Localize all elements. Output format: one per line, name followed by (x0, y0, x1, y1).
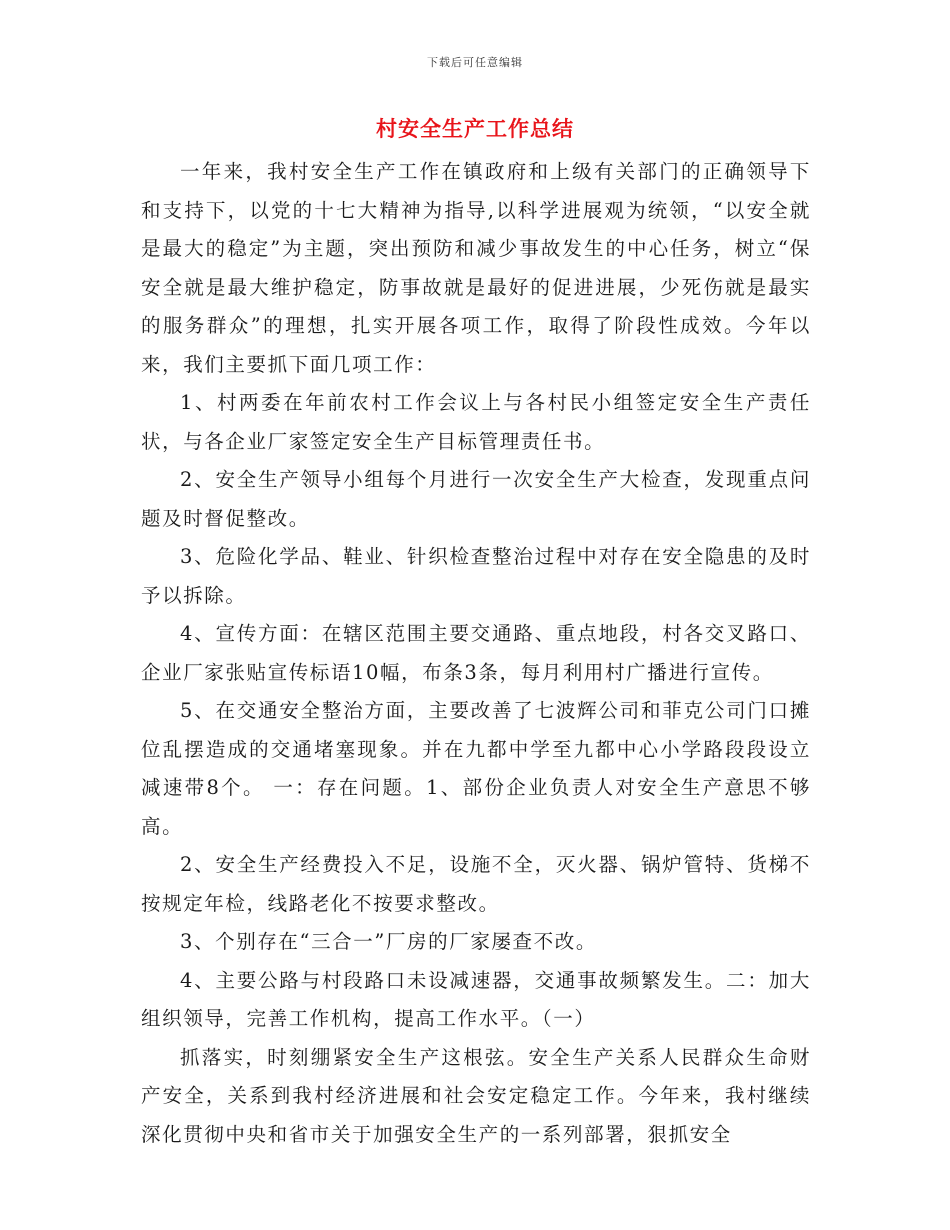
paragraph-intro: 一年来，我村安全生产工作在镇政府和上级有关部门的正确领导下和支持下，以党的十七大精神为指导,以科学进展观为统领，“以安全就是最大的稳定”为主题，突出预防和减少事故发生的中心任务，树立“保安全就是最大维护稳定，防事故就是最好的促进进展，少死伤就是最实的服务群众”的理想，扎实开展各项工作，取得了阶段性成效。今年以来，我们主要抓下面几项工作： (141, 160, 811, 376)
header-note: 下载后可任意编辑 (427, 56, 523, 69)
paragraph-item-3: 3、危险化学品、鞋业、针织检查整治过程中对存在安全隐患的及时予以拆除。 (141, 545, 811, 607)
document-title: 村安全生产工作总结 (376, 116, 574, 141)
paragraph-problem-2: 2、安全生产经费投入不足，设施不全，灭火器、锅炉管特、货梯不按规定年检，线路老化不按要求整改。 (141, 853, 811, 915)
paragraph-problem-4: 4、主要公路与村段路口未设减速器，交通事故频繁发生。二：加大组织领导，完善工作机构，提高工作水平。（一） (141, 968, 811, 1030)
paragraph-item-4: 4、宣传方面：在辖区范围主要交通路、重点地段，村各交叉路口、企业厂家张贴宣传标语10幅，布条3条，每月利用村广播进行宣传。 (141, 622, 811, 684)
paragraph-item-2: 2、安全生产领导小组每个月进行一次安全生产大检查，发现重点问题及时督促整改。 (141, 468, 811, 530)
document-body (141, 153, 811, 1154)
paragraph-measures: 抓落实，时刻绷紧安全生产这根弦。安全生产关系人民群众生命财产安全，关系到我村经济进展和社会安定稳定工作。今年来，我村继续深化贯彻中央和省市关于加强安全生产的一系列部署，狠抓安全 (141, 1045, 811, 1146)
paragraph-item-5: 5、在交通安全整治方面，主要改善了七波辉公司和菲克公司门口摊位乱摆造成的交通堵塞现象。并在九都中学至九都中心小学路段段设立减速带8个。 一：存在问题。1、部份企业负责人对安全生产意思不够高。 (141, 699, 811, 838)
paragraph-problem-3: 3、个别存在“三合一”厂房的厂家屡查不改。 (180, 930, 597, 953)
paragraph-item-1: 1、村两委在年前农村工作会议上与各村民小组签定安全生产责任状，与各企业厂家签定安全生产目标管理责任书。 (141, 391, 811, 453)
